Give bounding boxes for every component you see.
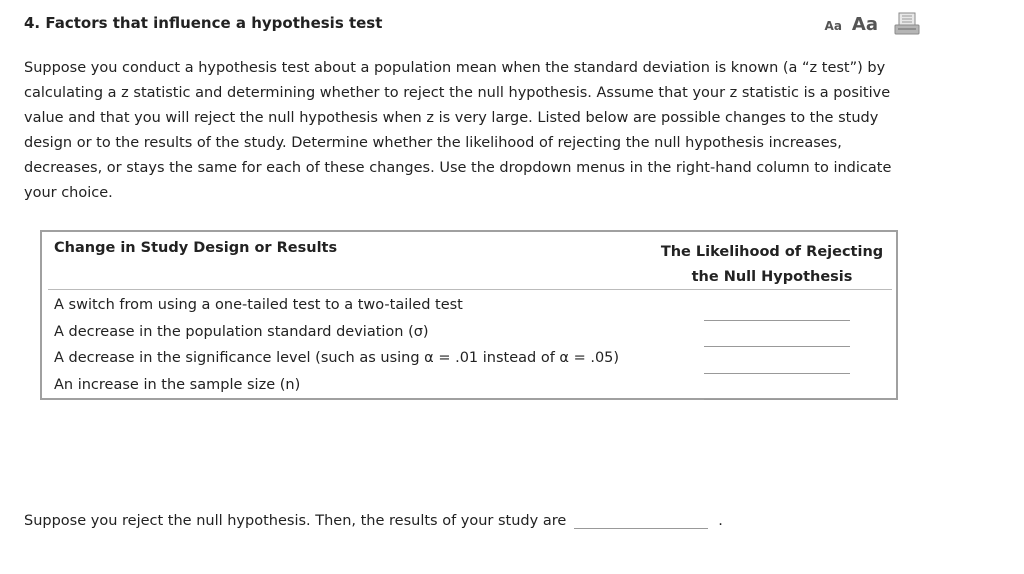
row-label: A decrease in the population standard deviation (σ) [54,323,429,340]
header-divider [48,289,892,290]
font-size-controls [825,12,920,36]
likelihood-dropdown-4[interactable] [704,377,850,400]
likelihood-dropdown-2[interactable] [704,324,850,347]
column-header-likelihood: The Likelihood of Rejecting the Null Hypothesis [660,244,884,285]
answer-table [40,230,898,400]
conclusion-dropdown[interactable] [574,510,708,529]
table-row [54,372,892,399]
likelihood-dropdown-3[interactable] [704,351,850,374]
decrease-font-button[interactable]: Aa [824,19,842,33]
question-title: 4. Factors that influence a hypothesis test [24,14,383,32]
table-rows [54,292,892,398]
question-header [24,12,924,36]
question-instructions: Suppose you conduct a hypothesis test about a population mean when the standard deviation is known (a “z test”) by calculating a z statistic and determining whether to reject the null hypothesis. Assume that your z statistic is a positive value and that you will reject the null hypothesis when z is very large. Listed below are possible changes to the study design or to the results of the study. Determine whether the likelihood of rejecting the null hypothesis increases, decreases, or stays the same for each of these changes. Use the dropdown menus in the right-hand column to indicate your choice. [24,60,892,201]
conclusion-text: Suppose you reject the null hypothesis. Then, the results of your study are [24,513,567,529]
likelihood-dropdown-1[interactable] [704,298,850,321]
table-row [54,292,892,319]
print-icon[interactable] [894,12,920,36]
table-row [54,319,892,346]
table-row [54,345,892,372]
column-header-change: Change in Study Design or Results [54,240,338,256]
row-label: An increase in the sample size (n) [54,376,301,393]
conclusion-question [24,510,723,529]
increase-font-button[interactable]: Aa [851,13,878,35]
conclusion-period: . [718,513,723,529]
row-label: A decrease in the significance level (such as using α = .01 instead of α = .05) [54,350,620,367]
row-label: A switch from using a one-tailed test to a two-tailed test [54,297,463,314]
